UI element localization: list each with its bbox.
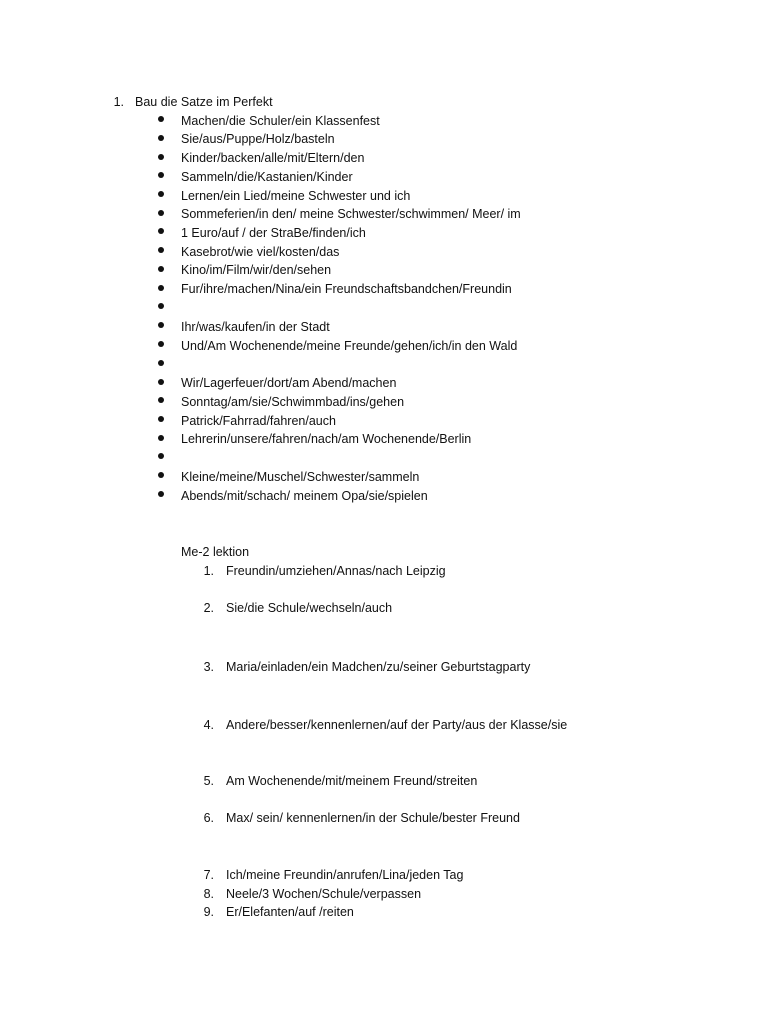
bullet-icon: [158, 172, 164, 178]
list-item-number: 2.: [203, 601, 214, 615]
list-item-text: Freundin/umziehen/Annas/nach Leipzig: [226, 564, 446, 578]
bullet-icon: [158, 453, 164, 459]
list-item-number: 8.: [203, 887, 214, 901]
section-1-title: Bau die Satze im Perfekt: [135, 95, 273, 109]
list-item-text: Kasebrot/wie viel/kosten/das: [181, 245, 340, 259]
list-item-text: Er/Elefanten/auf /reiten: [226, 905, 354, 919]
bullet-icon: [158, 360, 164, 366]
list-item-number: 5.: [203, 774, 214, 788]
bullet-icon: [158, 303, 164, 309]
list-item-text: Kinder/backen/alle/mit/Eltern/den: [181, 151, 365, 165]
bullet-icon: [158, 397, 164, 403]
bullet-icon: [158, 266, 164, 272]
bullet-icon: [158, 191, 164, 197]
list-item-text: Kleine/meine/Muschel/Schwester/sammeln: [181, 470, 420, 484]
bullet-icon: [158, 322, 164, 328]
list-item-number: 3.: [203, 660, 214, 674]
list-item-text: Sammeln/die/Kastanien/Kinder: [181, 170, 353, 184]
bullet-icon: [158, 135, 164, 141]
list-item-text: Wir/Lagerfeuer/dort/am Abend/machen: [181, 376, 397, 390]
bullet-icon: [158, 210, 164, 216]
list-item-number: 7.: [203, 868, 214, 882]
section-2-heading: Me-2 lektion: [181, 545, 250, 559]
bullet-icon: [158, 116, 164, 122]
bullet-icon: [158, 491, 164, 497]
list-item-text: Fur/ihre/machen/Nina/ein Freundschaftsbandchen/Freundin: [181, 282, 512, 296]
bullet-icon: [158, 416, 164, 422]
list-item-text: Sommeferien/in den/ meine Schwester/schwimmen/ Meer/ im: [181, 207, 521, 221]
list-item-text: Max/ sein/ kennenlernen/in der Schule/bester Freund: [226, 811, 520, 825]
list-item-text: Und/Am Wochenende/meine Freunde/gehen/ich/in den Wald: [181, 339, 518, 353]
list-item-text: Neele/3 Wochen/Schule/verpassen: [226, 887, 422, 901]
bullet-icon: [158, 341, 164, 347]
bullet-icon: [158, 247, 164, 253]
list-item-text: Lernen/ein Lied/meine Schwester und ich: [181, 189, 411, 203]
list-item-text: Andere/besser/kennenlernen/auf der Party/aus der Klasse/sie: [226, 718, 568, 732]
bullet-icon: [158, 228, 164, 234]
list-item-text: Maria/einladen/ein Madchen/zu/seiner Geburtstagparty: [226, 660, 531, 674]
bullet-icon: [158, 435, 164, 441]
list-item-text: Sie/die Schule/wechseln/auch: [226, 601, 393, 615]
bullet-icon: [158, 285, 164, 291]
list-item-number: 1.: [203, 564, 214, 578]
list-item-text: 1 Euro/auf / der StraBe/finden/ich: [181, 226, 366, 240]
list-item-text: Ich/meine Freundin/anrufen/Lina/jeden Tag: [226, 868, 464, 882]
list-item-text: Ihr/was/kaufen/in der Stadt: [181, 320, 330, 334]
list-item-text: Lehrerin/unsere/fahren/nach/am Wochenende/Berlin: [181, 432, 472, 446]
list-item-text: Sie/aus/Puppe/Holz/basteln: [181, 132, 335, 146]
list-item-text: Machen/die Schuler/ein Klassenfest: [181, 114, 380, 128]
section-1-number: 1.: [113, 95, 124, 109]
list-item-text: Abends/mit/schach/ meinem Opa/sie/spielen: [181, 489, 428, 503]
list-item-number: 4.: [203, 718, 214, 732]
bullet-icon: [158, 379, 164, 385]
list-item-text: Patrick/Fahrrad/fahren/auch: [181, 414, 336, 428]
list-item-number: 6.: [203, 811, 214, 825]
list-item-text: Sonntag/am/sie/Schwimmbad/ins/gehen: [181, 395, 405, 409]
list-item-text: Am Wochenende/mit/meinem Freund/streiten: [226, 774, 478, 788]
bullet-icon: [158, 472, 164, 478]
bullet-icon: [158, 154, 164, 160]
list-item-text: Kino/im/Film/wir/den/sehen: [181, 263, 332, 277]
list-item-number: 9.: [203, 905, 214, 919]
